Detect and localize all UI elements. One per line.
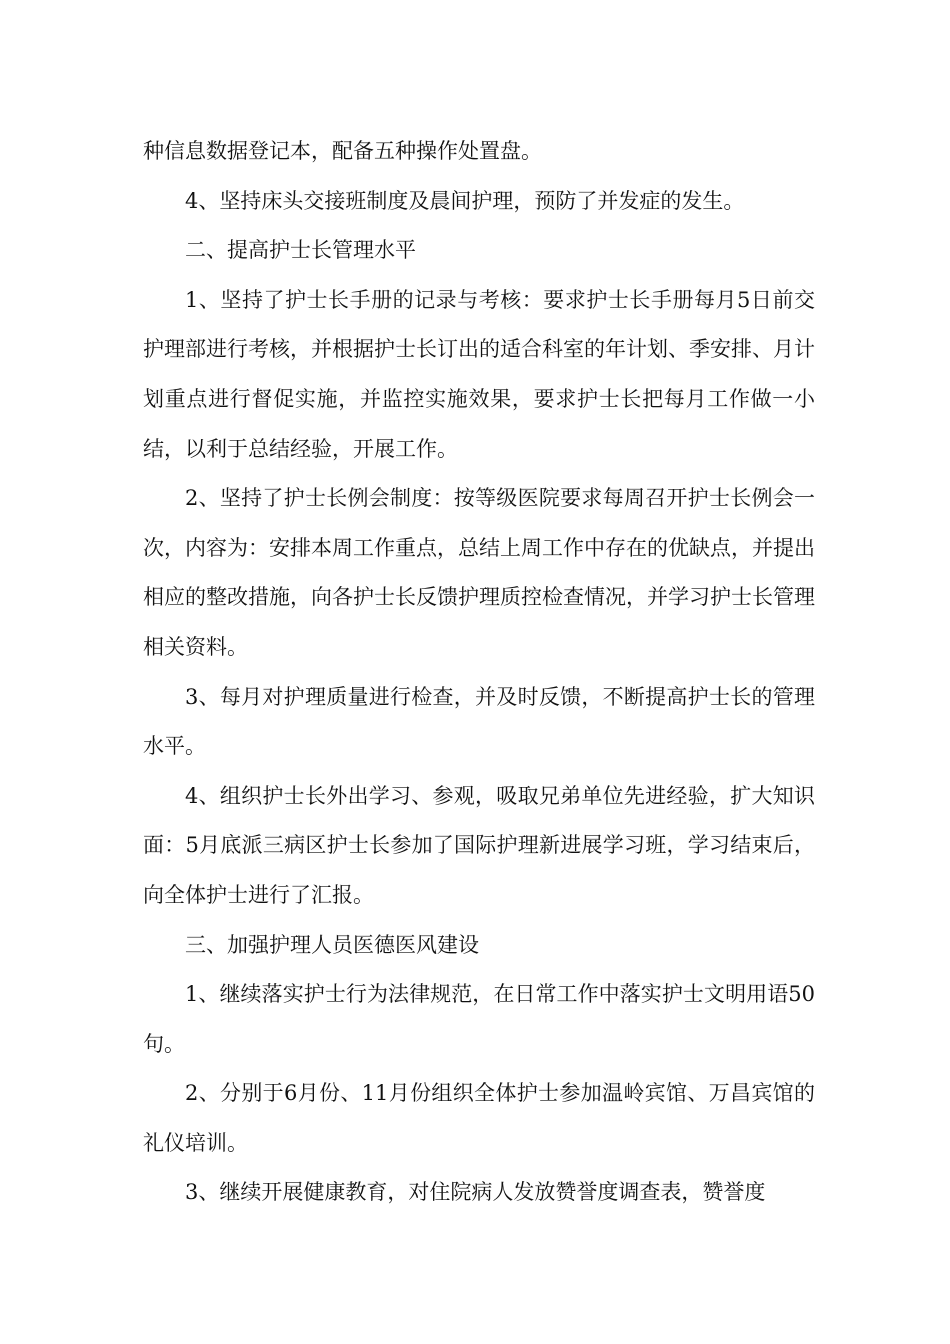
section-heading-3: 三、加强护理人员医德医风建设 xyxy=(185,932,479,957)
paragraph-item-1-conduct-norms: 1、继续落实护士行为法律规范，在日常工作中落实护士文明用语50句。 xyxy=(143,982,815,1056)
paragraph-item-3-quality-inspection: 3、每月对护理质量进行检查，并及时反馈，不断提高护士长的管理水平。 xyxy=(143,684,815,759)
paragraph-item-4-bedside-handover: 4、坚持床头交接班制度及晨间护理，预防了并发症的发生。 xyxy=(185,188,745,213)
section-heading-2: 二、提高护士长管理水平 xyxy=(185,238,416,263)
paragraph-item-1-head-nurse-manual: 1、坚持了护士长手册的记录与考核：要求护士长手册每月5日前交护理部进行考核，并根据护士长订出的适合科室的年计划、季安排、月计划重点进行督促实施，并监控实施效果，要求护士长把每月工作做一小结，以利于总结经验，开展工作。 xyxy=(143,287,815,461)
paragraph-item-4-external-study: 4、组织护士长外出学习、参观，吸取兄弟单位先进经验，扩大知识面：5月底派三病区护士长参加了国际护理新进展学习班，学习结束后，向全体护士进行了汇报。 xyxy=(143,783,815,907)
paragraph-continuation: 种信息数据登记本，配备五种操作处置盘。 xyxy=(143,139,542,163)
paragraph-item-3-health-education: 3、继续开展健康教育，对住院病人发放赞誉度调查表，赞誉度 xyxy=(185,1180,766,1205)
paragraph-item-2-head-nurse-meetings: 2、坚持了护士长例会制度：按等级医院要求每周召开护士长例会一次，内容为：安排本周工作重点，总结上周工作中存在的优缺点，并提出相应的整改措施，向各护士长反馈护理质控检查情况，并学习护士长管理相关资料。 xyxy=(143,486,815,659)
document-body xyxy=(143,127,815,1218)
paragraph-item-2-etiquette-training: 2、分别于6月份、11月份组织全体护士参加温岭宾馆、万昌宾馆的礼仪培训。 xyxy=(143,1081,815,1155)
